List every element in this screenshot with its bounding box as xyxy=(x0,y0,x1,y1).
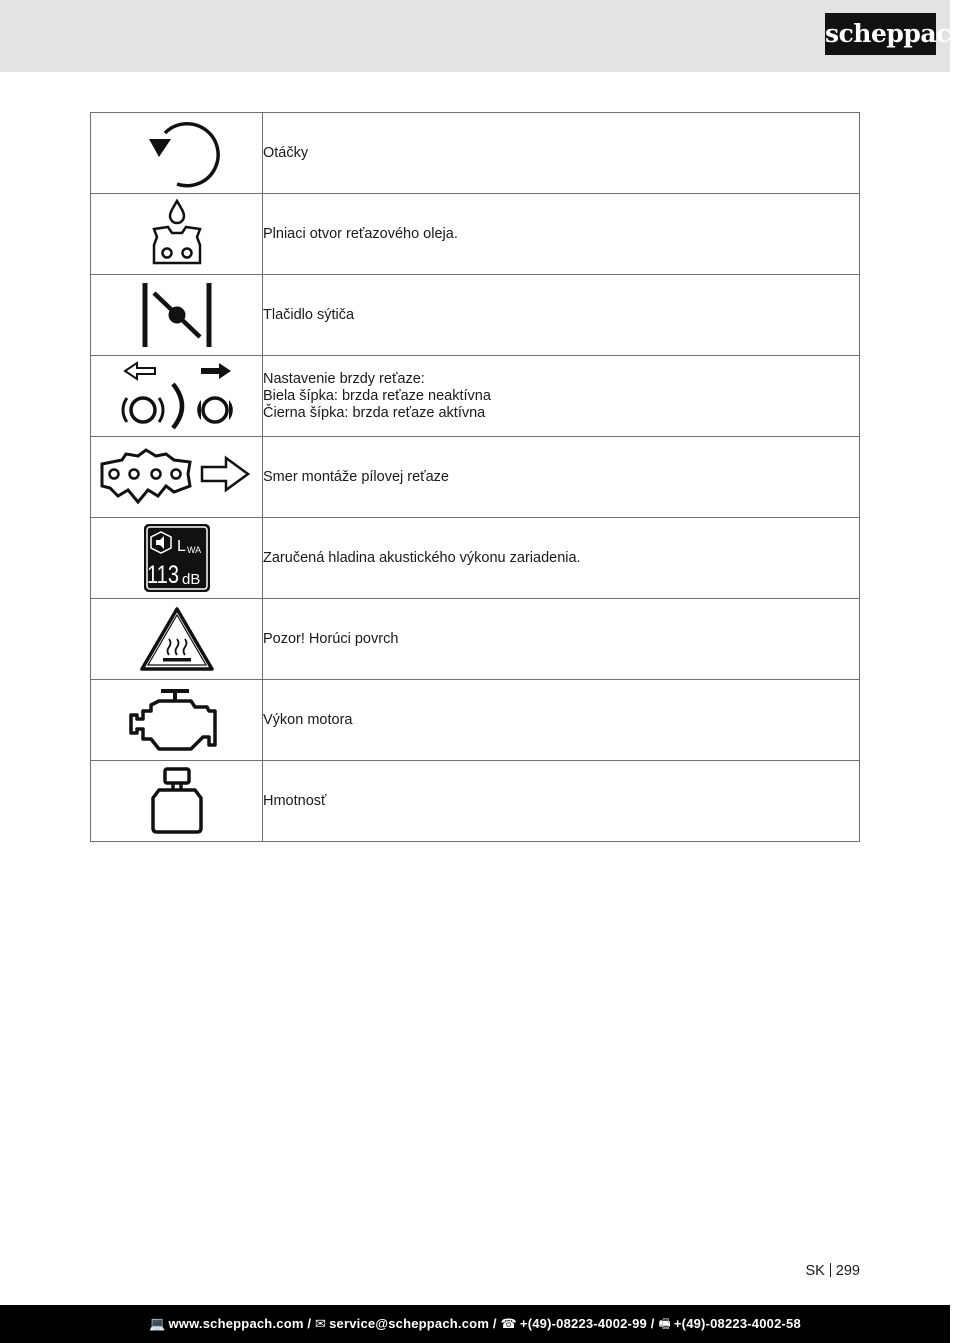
chain-oil-icon xyxy=(142,197,212,271)
row-text: Biela šípka: brzda reťaze neaktívna xyxy=(263,387,491,404)
sound-label-main: L xyxy=(176,538,186,555)
sound-power-icon xyxy=(143,523,211,593)
row-text: Plniaci otvor reťazového oleja. xyxy=(263,225,458,242)
engine-icon xyxy=(129,687,225,753)
sound-value: 113 xyxy=(146,561,179,589)
fax-icon: 🖷 xyxy=(658,1316,671,1331)
rotation-arrow-icon xyxy=(137,117,217,189)
footer-separator: / xyxy=(492,1316,497,1331)
phone-icon: ☎ xyxy=(500,1316,517,1331)
table-row xyxy=(91,437,860,518)
mail-icon: ✉ xyxy=(315,1316,327,1331)
row-text: Tlačidlo sýtiča xyxy=(263,306,355,323)
symbols-table xyxy=(90,112,860,842)
page-number-value: 299 xyxy=(835,1263,860,1279)
row-text: Otáčky xyxy=(263,144,309,161)
weight-icon xyxy=(151,766,203,836)
table-row xyxy=(91,275,860,356)
table-row xyxy=(91,761,860,842)
footer-separator: / xyxy=(650,1316,655,1331)
row-text: Hmotnosť xyxy=(263,792,327,809)
page-number xyxy=(780,1263,860,1279)
page-separator xyxy=(830,1263,831,1277)
computer-icon: 💻 xyxy=(149,1316,166,1331)
table-row xyxy=(91,194,860,275)
chain-brake-icon xyxy=(117,360,237,432)
row-text: Čierna šípka: brzda reťaze aktívna xyxy=(263,404,486,421)
row-text: Zaručená hladina akustického výkonu zariadenia. xyxy=(263,549,581,566)
row-text: Výkon motora xyxy=(263,711,353,728)
page-language: SK xyxy=(805,1263,825,1279)
footer-email[interactable]: service@scheppach.com xyxy=(329,1316,490,1331)
page-header xyxy=(0,0,968,72)
row-text: Nastavenie brzdy reťaze: xyxy=(263,370,425,387)
footer-website[interactable]: www.scheppach.com xyxy=(168,1316,304,1331)
footer-phone: +(49)-08223-4002-99 xyxy=(519,1316,647,1331)
page-footer xyxy=(0,1305,950,1343)
chain-direction-icon xyxy=(98,446,256,508)
row-text: Pozor! Horúci povrch xyxy=(263,630,399,647)
footer-fax: +(49)-08223-4002-58 xyxy=(673,1316,801,1331)
sound-label-sub: WA xyxy=(186,545,201,555)
sound-unit: dB xyxy=(181,571,200,588)
table-row xyxy=(91,356,860,437)
scheppach-logo: scheppach xyxy=(825,13,936,55)
choke-button-icon xyxy=(140,279,214,351)
footer-separator: / xyxy=(307,1316,312,1331)
table-row xyxy=(91,680,860,761)
table-row xyxy=(91,518,860,599)
table-row xyxy=(91,113,860,194)
row-text: Smer montáže pílovej reťaze xyxy=(263,468,449,485)
hot-surface-warning-icon xyxy=(139,605,215,673)
table-row xyxy=(91,599,860,680)
